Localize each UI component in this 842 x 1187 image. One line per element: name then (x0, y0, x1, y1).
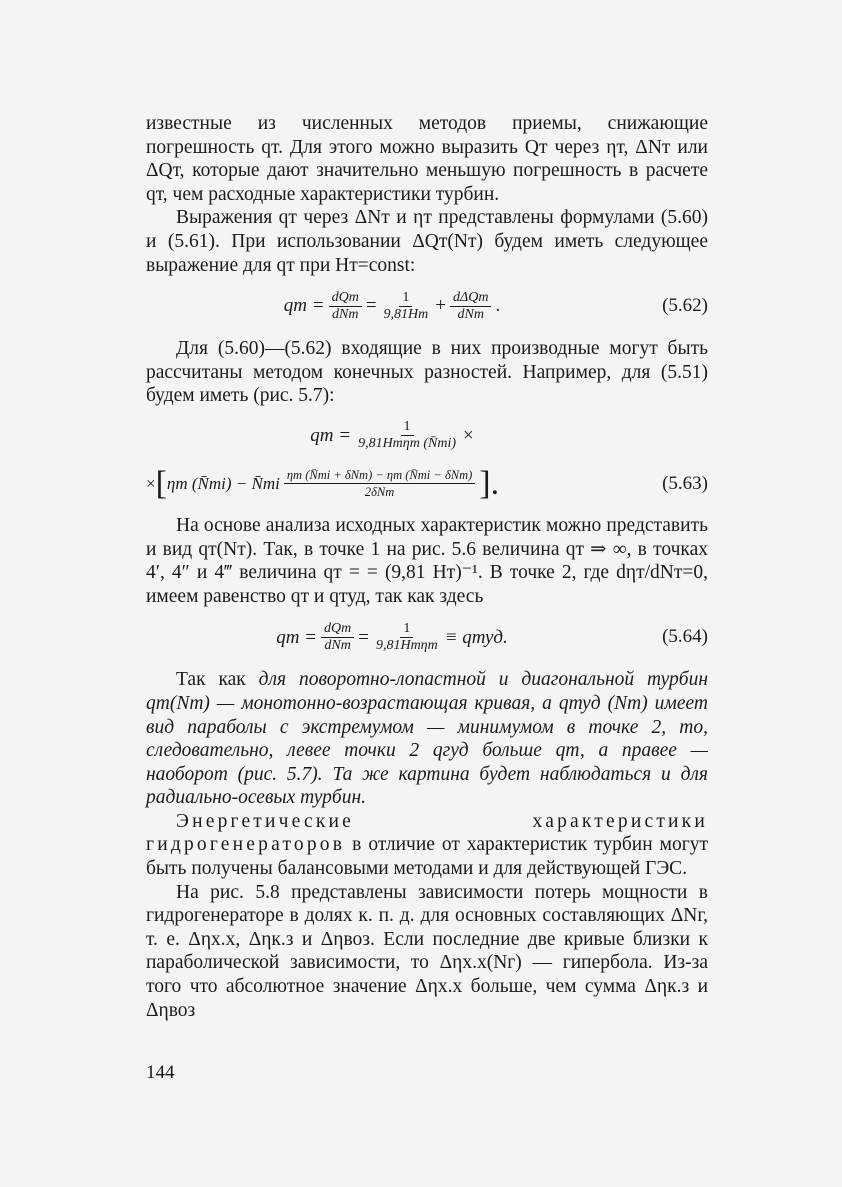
eq564-number: (5.64) (662, 626, 708, 648)
eq562-f2-den: 9,81Hт (383, 306, 429, 322)
eq563-number: (5.63) (662, 473, 708, 495)
eq563-f2-num: ηт (N̄тi + δNт) − ηт (N̄тi − δNт) (284, 467, 475, 484)
eq562-f3-den: dNт (457, 306, 484, 322)
eq562-fraction-2 (381, 290, 432, 323)
eq563-times-1: × (463, 425, 474, 447)
paragraph-6-rest: в отличие от характеристик турбин могут быть получены балансовыми методами и для действующей ГЭС. (146, 834, 708, 880)
eq562-fraction-3 (450, 290, 491, 323)
eq562-lhs: qт = (283, 295, 325, 317)
paragraph-5 (146, 668, 708, 810)
eq564-f1-den: dNт (324, 637, 351, 653)
eq562-f2-num: 1 (399, 290, 412, 307)
eq563-times-2: × (146, 474, 156, 494)
eq562-f3-num: dΔQт (450, 290, 491, 307)
eq564-f2-num: 1 (400, 621, 413, 638)
eq563-right-bracket: ]. (479, 464, 500, 502)
paragraph-4: На основе анализа исходных характеристик можно представить и вид qт(Nт). Так, в точке 1 на рис. 5.6 величина qт ⇒ ∞, в точках 4′, 4″ и 4‴ величина qт = = (9,81 Hт)⁻¹. В точке 2, где dηт/dNт=0, имеем равенство qт и qтуд, так как здесь (146, 514, 708, 607)
paragraph-2: Выражения qт через ΔNт и ηт представлены формулами (5.60) и (5.61). При использовании ΔQт(Nт) будем иметь следующее выражение для qт при Hт=const: (146, 207, 708, 276)
paragraph-5-italic: для поворотно-лопастной и диагональной турбин qт(Nт) — монотонно-возрастающая кривая, а qтуд (Nт) имеет вид параболы с экстремумом — минимумом в точке 2, то, следовательно, левее точки 2 qгуд больше qт, а правее — наоборот (рис. 5.7). Та же картина будет наблюдаться и для радиально-осевых турбин. (146, 669, 708, 809)
equation-5-64 (146, 614, 708, 660)
eq562-number: (5.62) (662, 295, 708, 317)
paragraph-6-spaced-term: Энергетические характеристики гидрогенераторов (146, 810, 708, 856)
eq563-left-bracket: [ (155, 464, 167, 502)
eq564-rhs: ≡ qтуд. (444, 626, 508, 648)
eq564-lhs: qт = (276, 626, 317, 648)
paragraph-7: На рис. 5.8 представлены зависимости потерь мощности в гидрогенераторе в долях к. п. д. для основных составляющих ΔNг, т. е. Δηх.х, Δηк.з и Δηвоз. Если последние две кривые близки к параболической зависимости, то Δηх.х(Nг) — гипербола. Из-за того что абсолютное значение Δηх.х больше, чем сумма Δηк.з и Δηвоз (146, 881, 708, 1021)
paragraph-1: известные из численных методов приемы, снижающие погрешность qт. Для этого можно выразить Qт через ηт, ΔNт или ΔQт, которые дают значительно меньшую погрешность в расчете qт, чем расходные характеристики турбин. (146, 113, 708, 205)
paragraph-3: Для (5.60)—(5.62) входящие в них производные могут быть рассчитаны методом конечных разностей. Например, для (5.51) будем иметь (рис. 5.7): (146, 338, 708, 407)
eq563-fraction-1 (355, 419, 459, 452)
eq564-f1-num: dQт (321, 621, 354, 638)
eq562-f1-num: dQт (329, 290, 362, 307)
eq564-f2-den: 9,81Hтηт (375, 637, 438, 653)
eq562-end: . (495, 295, 501, 317)
paragraph-6 (146, 810, 708, 881)
eq563-f2-den: 2δNт (364, 485, 395, 500)
equation-5-62 (146, 283, 708, 329)
eq563-term-1: ηт (N̄тi) − N̄тi (166, 474, 280, 494)
eq562-fraction-1 (329, 290, 362, 323)
text-column (146, 112, 708, 1022)
eq564-fraction-1 (321, 621, 354, 654)
eq564-fraction-2 (373, 621, 441, 654)
eq562-f1-den: dNт (331, 306, 359, 322)
eq562-plus: + (435, 295, 446, 317)
eq564-equals: = (358, 626, 369, 648)
page-number: 144 (146, 1062, 175, 1083)
equation-5-63 (146, 414, 708, 506)
eq563-fraction-2 (284, 467, 475, 500)
paragraph-5-lead: Так как (176, 669, 259, 691)
eq563-lhs: qт = (310, 425, 352, 447)
eq563-f1-den: 9,81Hтηт (N̄тi) (358, 436, 457, 452)
eq562-equals: = (365, 295, 377, 317)
eq563-f1-num: 1 (401, 419, 414, 436)
